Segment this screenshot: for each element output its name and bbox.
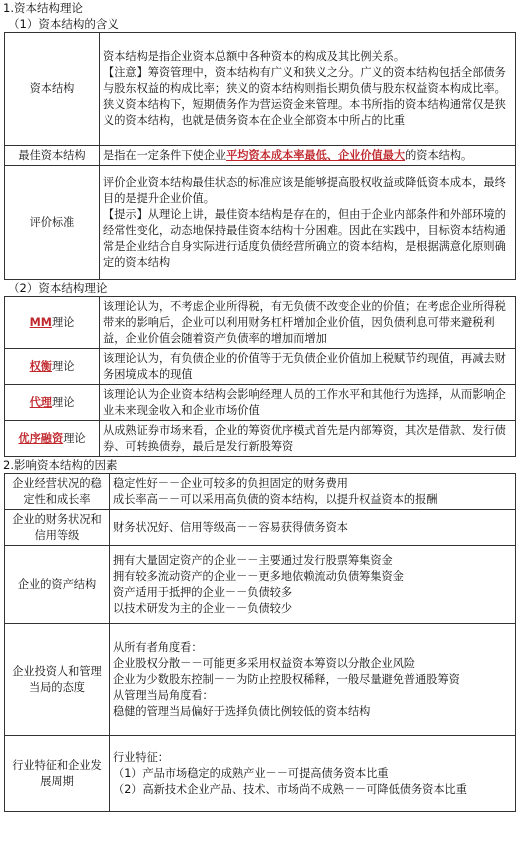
capital-structure-factors-table: [4, 473, 516, 812]
content-line: 拥有较多流动资产的企业－－更多地依赖流动负债筹集资金: [113, 569, 404, 583]
factor-content: [110, 546, 516, 624]
table-row: [5, 297, 516, 349]
content-line: 资产适用于抵押的企业－－负债较多: [113, 585, 293, 599]
theory-text: 该理论认为企业资本结构会影响经理人员的工作水平和其他行为选择，从而影响企业未来现金收入和企业市场价值: [100, 385, 516, 421]
section1-title: 1.资本结构理论: [3, 1, 83, 15]
factor-label: 企业投资人和管理当局的态度: [5, 624, 110, 736]
row-label: 评价标准: [5, 166, 100, 280]
row-content: [100, 33, 516, 146]
content-line: 资本结构是指企业资本总额中各种资本的构成及其比例关系。: [103, 50, 406, 63]
content-line: 稳定性好－－企业可较多的负担固定的财务费用: [113, 476, 348, 490]
table-row: [5, 166, 516, 280]
theory-label: [5, 421, 100, 457]
table-row: [5, 349, 516, 385]
factor-content: [110, 624, 516, 736]
content-line: 企业为少数股东控制－－为防止控股权稀释，一般尽量避免普通股筹资: [113, 672, 460, 686]
table-row: [5, 510, 516, 546]
factor-content: [110, 474, 516, 510]
theory-label-rest: 理论: [52, 395, 75, 409]
factor-label: 行业特征和企业发展周期: [5, 736, 110, 812]
factor-content: [110, 736, 516, 812]
table-row: [5, 474, 516, 510]
content-line: （1）产品市场稳定的成熟产业－－可提高债务资本比重: [113, 766, 389, 780]
table-row: [5, 385, 516, 421]
table-row: [5, 736, 516, 812]
theory-label: [5, 385, 100, 421]
table-row: [5, 421, 516, 457]
row-label: 资本结构: [5, 33, 100, 146]
content-line: 从所有者角度看：: [113, 640, 203, 654]
theory-label: [5, 349, 100, 385]
content-line: 【注意】筹资管理中，资本结构有广义和狭义之分。广义的资本结构包括全部债务与股东权益的构成比率；狭义的资本结构则指长期负债与股东权益资本构成比率。狭义资本结构下，短期债务作为营运资金来管理。本书所指的资本结构通常仅是狭义的资本结构，也就是债务资本在企业全部资本中所占的比重: [103, 66, 506, 127]
table-row: [5, 624, 516, 736]
theory-label-rest: 理论: [63, 431, 86, 445]
content-line: 成长率高－－可以采用高负债的资本结构，以提升权益资本的报酬: [113, 492, 438, 506]
theory-label: [5, 297, 100, 349]
theory-label-highlight: MM: [29, 315, 52, 329]
content-line: （2）高新技术企业产品、技术、市场尚不成熟－－可降低债务资本比重: [113, 782, 467, 796]
factor-label: 企业的资产结构: [5, 546, 110, 624]
section1-sub1: （1）资本结构的含义: [8, 17, 119, 31]
content-line: 财务状况好、信用等级高－－容易获得债务资本: [113, 520, 348, 534]
content-line: 【提示】从理论上讲，最佳资本结构是存在的，但由于企业内部条件和外部环境的经常性变化，动态地保持最佳资本结构十分困难。因此在实践中，目标资本结构通常是企业结合自身实际进行适度负债经营所确立的资本结构，是根据满意化原则确定的资本结构: [103, 207, 506, 269]
table-row: [5, 546, 516, 624]
content-line: 行业特征：: [113, 750, 169, 764]
row-content: [100, 146, 516, 166]
content-text: 的资本结构。: [405, 148, 473, 162]
content-text: 是指在一定条件下使企业: [103, 148, 227, 162]
row-label: 最佳资本结构: [5, 146, 100, 166]
table-row: [5, 33, 516, 146]
capital-structure-meaning-table: [4, 32, 516, 280]
content-line: 以技术研发为主的企业－－负债较少: [113, 601, 293, 615]
table-row: [5, 146, 516, 166]
theory-label-highlight: 权衡: [29, 359, 52, 373]
row-content: [100, 166, 516, 280]
content-line: 从管理当局角度看：: [113, 688, 214, 702]
section2-title: 2.影响资本结构的因素: [3, 458, 118, 472]
theory-text: 该理论认为，有负债企业的价值等于无负债企业价值加上税赋节约现值，再减去财务困境成本的现值: [100, 349, 516, 385]
factor-label: 企业经营状况的稳定性和成长率: [5, 474, 110, 510]
theory-text: 该理论认为，不考虑企业所得税，有无负债不改变企业的价值；在考虑企业所得税带来的影响后，企业可以利用财务杠杆增加企业价值，因负债利息可带来避税利益，企业价值会随着资产负债率的增加而增加: [100, 297, 516, 349]
content-line: 企业股权分散－－可能更多采用权益资本筹资以分散企业风险: [113, 656, 416, 670]
highlight-text: 平均资本成本率最低、企业价值最大: [226, 148, 406, 162]
theory-label-highlight: 优序融资: [18, 431, 64, 445]
section1-sub2: （2）资本结构理论: [8, 281, 108, 295]
content-line: 拥有大量固定资产的企业－－主要通过发行股票筹集资金: [113, 553, 393, 567]
factor-content: [110, 510, 516, 546]
factor-label: 企业的财务状况和信用等级: [5, 510, 110, 546]
theory-label-rest: 理论: [52, 359, 75, 373]
content-line: 稳健的管理当局偏好于选择负债比例较低的资本结构: [113, 704, 371, 718]
content-line: 评价企业资本结构最佳状态的标准应该是能够提高股权收益或降低资本成本，最终目的是提升企业价值。: [103, 175, 506, 205]
theory-label-rest: 理论: [51, 315, 75, 329]
capital-structure-theory-table: [4, 296, 516, 457]
theory-text: 从成熟证券市场来看，企业的筹资优序模式首先是内部筹资，其次是借款、发行债券、可转换债券，最后是发行新股筹资: [100, 421, 516, 457]
theory-label-highlight: 代理: [29, 395, 52, 409]
